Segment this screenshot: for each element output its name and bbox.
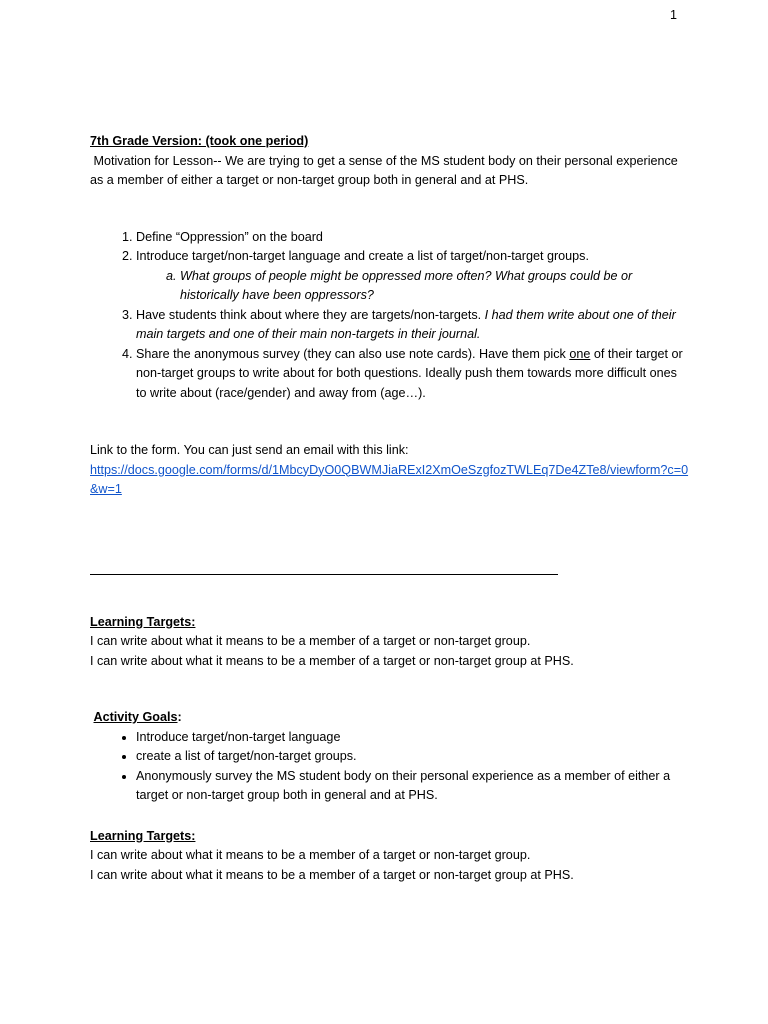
learning-targets-section <box>90 613 690 672</box>
form-link[interactable]: https://docs.google.com/forms/d/1MbcyDyO0QBWMJiaRExI2XmOeSzgfozTWLEq7De4ZTe8/viewform?c=0&w=1 <box>90 462 689 496</box>
step-text: Introduce target/non-target language and create a list of target/non-target groups. <box>136 249 589 263</box>
link-section <box>90 441 690 500</box>
activity-goal-item: • Introduce target/non-target language <box>136 728 690 748</box>
learning-targets-heading: Learning Targets: <box>90 828 196 843</box>
learning-target-line: I can write about what it means to be a member of a target or non-target group. <box>90 848 531 862</box>
document-body <box>90 132 690 885</box>
step-item <box>136 306 690 345</box>
activity-goal-item: • Anonymously survey the MS student body on their personal experience as a member of either a target or non-target group both in general and at PHS. <box>136 767 690 806</box>
learning-target-line: I can write about what it means to be a member of a target or non-target group at PHS. <box>90 867 574 882</box>
step-item <box>136 345 690 404</box>
sub-item: a. What groups of people might be oppressed more often? What groups could be or historically have been oppressors? <box>180 267 690 306</box>
activity-goals-colon: : <box>177 710 182 724</box>
page-number: 1 <box>669 8 677 22</box>
activity-goal-item: • create a list of target/non-target groups. <box>136 747 690 767</box>
lesson-title: 7th Grade Version: (took one period) <box>90 134 309 148</box>
motivation-text: Motivation for Lesson-- We are trying to get a sense of the MS student body on their personal experience as a member of either a target or non-target group both in general and at PHS. <box>90 153 682 187</box>
step-text: Have students think about where they are targets/non-targets. <box>136 307 482 322</box>
activity-goals-heading: Activity Goals <box>93 710 178 724</box>
step-item <box>136 228 690 248</box>
step-text: Share the anonymous survey (they can also use note cards). Have them pick <box>136 346 566 361</box>
steps-list <box>90 228 690 404</box>
step-item <box>136 247 690 306</box>
step-italic-note: I had them write about one of their main targets and one of their main non-targets in their journal. <box>136 307 676 341</box>
activity-goals-list <box>90 728 690 806</box>
horizontal-rule <box>90 566 558 575</box>
step-text-rest: of their target or non-target groups to write about for both questions. Ideally push them towards more difficult ones to write about (race/gender) and away from (age…). <box>136 346 683 400</box>
step-underlined-word: one <box>569 346 591 361</box>
sub-list <box>136 267 690 306</box>
link-intro: Link to the form. You can just send an email with this link: <box>90 443 409 457</box>
step-text: Define “Oppression” on the board <box>136 229 323 244</box>
learning-target-line: I can write about what it means to be a member of a target or non-target group at PHS. <box>90 653 574 668</box>
learning-targets-heading: Learning Targets: <box>90 614 196 629</box>
learning-target-line: I can write about what it means to be a member of a target or non-target group. <box>90 634 531 648</box>
learning-targets-section-2 <box>90 827 690 886</box>
activity-goals-heading-line <box>90 708 690 728</box>
activity-goals-section <box>90 708 690 806</box>
